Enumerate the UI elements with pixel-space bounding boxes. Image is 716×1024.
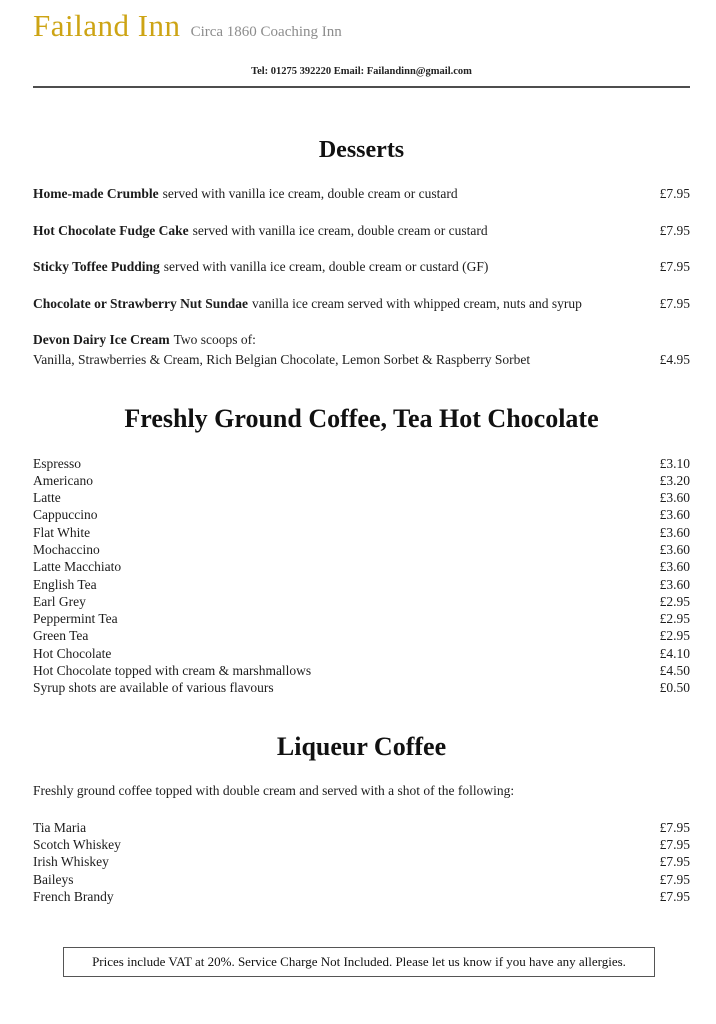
- menu-item: [33, 186, 690, 202]
- item-name: Syrup shots are available of various flavours: [33, 680, 274, 696]
- item-description: served with vanilla ice cream, double cream or custard: [192, 222, 488, 238]
- coffee-list: [33, 455, 690, 697]
- liqueur-intro: Freshly ground coffee topped with double cream and served with a shot of the following:: [33, 782, 515, 798]
- list-item: [33, 558, 690, 575]
- item-price: £4.50: [659, 663, 690, 679]
- desserts-list: [33, 186, 690, 368]
- item-name: Flat White: [33, 524, 91, 540]
- item-name: Home-made Crumble: [33, 186, 159, 201]
- item-name: Scotch Whiskey: [33, 836, 121, 852]
- list-item: [33, 541, 690, 558]
- item-name: Hot Chocolate topped with cream & marshmallows: [33, 663, 312, 679]
- coffee-heading: Freshly Ground Coffee, Tea Hot Chocolate: [124, 403, 599, 433]
- menu-item-flavours-line: [33, 352, 690, 368]
- menu-item-text: [33, 223, 498, 239]
- menu-item-text: [33, 186, 468, 202]
- item-price: £3.10: [659, 455, 690, 471]
- list-item: [33, 679, 690, 696]
- item-price: £3.60: [659, 541, 690, 557]
- item-description: vanilla ice cream served with whipped cream, nuts and syrup: [252, 295, 582, 311]
- item-price: £3.60: [659, 490, 690, 506]
- item-name: Mochaccino: [33, 541, 100, 557]
- item-price: £2.95: [659, 593, 690, 609]
- item-name: Latte: [33, 490, 61, 506]
- menu-item: [33, 223, 690, 239]
- item-name: Chocolate or Strawberry Nut Sundae: [33, 295, 248, 311]
- menu-item-text: [33, 332, 690, 348]
- item-name: French Brandy: [33, 888, 114, 904]
- page-subtitle: Circa 1860 Coaching Inn: [190, 24, 342, 40]
- item-price: £3.60: [659, 507, 690, 523]
- item-name: Tia Maria: [33, 819, 87, 835]
- item-description-line2: Vanilla, Strawberries & Cream, Rich Belgian Chocolate, Lemon Sorbet & Raspberry Sorbet: [33, 351, 531, 367]
- vat-allergy-notice: Prices include VAT at 20%. Service Charge Not Included. Please let us know if you have any allergies.: [63, 947, 655, 977]
- item-price: £7.95: [659, 186, 690, 201]
- item-name: Cappuccino: [33, 507, 98, 523]
- item-name: Baileys: [33, 871, 74, 887]
- item-price: £2.95: [659, 628, 690, 644]
- list-item: [33, 489, 690, 506]
- item-price: £7.95: [659, 295, 690, 311]
- item-price: £7.95: [659, 854, 690, 870]
- item-name: Hot Chocolate Fudge Cake: [33, 222, 189, 238]
- liqueur-list: [33, 819, 690, 905]
- list-item: [33, 524, 690, 541]
- liqueur-heading: Liqueur Coffee: [276, 731, 447, 761]
- item-price: £3.60: [659, 559, 690, 575]
- list-item: [33, 506, 690, 523]
- header: [33, 8, 690, 44]
- item-price: £7.95: [659, 819, 690, 835]
- item-name: Irish Whiskey: [33, 854, 109, 870]
- desserts-heading: Desserts: [318, 137, 405, 163]
- item-price: £4.10: [659, 645, 690, 661]
- item-price: £7.95: [659, 222, 690, 238]
- item-price: £3.60: [659, 524, 690, 540]
- list-item: [33, 853, 690, 870]
- menu-item: [33, 296, 690, 312]
- item-name: English Tea: [33, 576, 97, 592]
- item-price: £3.60: [659, 576, 690, 592]
- item-name: Hot Chocolate: [33, 645, 112, 661]
- page-title: Failand Inn: [33, 8, 181, 43]
- item-name: Green Tea: [33, 628, 89, 644]
- list-item: [33, 819, 690, 836]
- item-price: £2.95: [659, 611, 690, 627]
- menu-item-text: [33, 259, 498, 275]
- list-item: [33, 888, 690, 905]
- item-description: served with vanilla ice cream, double cream or custard: [162, 186, 458, 201]
- menu-item: [33, 259, 690, 275]
- list-item: [33, 871, 690, 888]
- item-name: Peppermint Tea: [33, 611, 118, 627]
- item-name: Espresso: [33, 455, 81, 471]
- menu-item-text: [33, 296, 592, 312]
- item-price: £7.95: [659, 259, 690, 274]
- item-name: Latte Macchiato: [33, 559, 122, 575]
- list-item: [33, 645, 690, 662]
- item-price: £7.95: [659, 871, 690, 887]
- item-description: served with vanilla ice cream, double cream or custard (GF): [163, 259, 489, 274]
- list-item: [33, 627, 690, 644]
- item-price: £4.95: [659, 351, 690, 367]
- list-item: [33, 610, 690, 627]
- item-name: Devon Dairy Ice Cream: [33, 332, 170, 347]
- list-item: [33, 662, 690, 679]
- list-item: [33, 472, 690, 489]
- list-item: [33, 593, 690, 610]
- header-divider: [33, 86, 690, 88]
- item-name: Sticky Toffee Pudding: [33, 259, 160, 274]
- item-description: Two scoops of:: [173, 332, 256, 347]
- menu-item: [33, 332, 690, 368]
- contact-line: Tel: 01275 392220 Email: Failandinn@gmail.com: [251, 66, 472, 77]
- item-name: Earl Grey: [33, 593, 86, 609]
- list-item: [33, 576, 690, 593]
- list-item: [33, 836, 690, 853]
- list-item: [33, 455, 690, 472]
- item-price: £7.95: [659, 836, 690, 852]
- item-price: £0.50: [659, 680, 690, 696]
- item-name: Americano: [33, 472, 93, 488]
- item-price: £7.95: [659, 888, 690, 904]
- item-price: £3.20: [659, 472, 690, 488]
